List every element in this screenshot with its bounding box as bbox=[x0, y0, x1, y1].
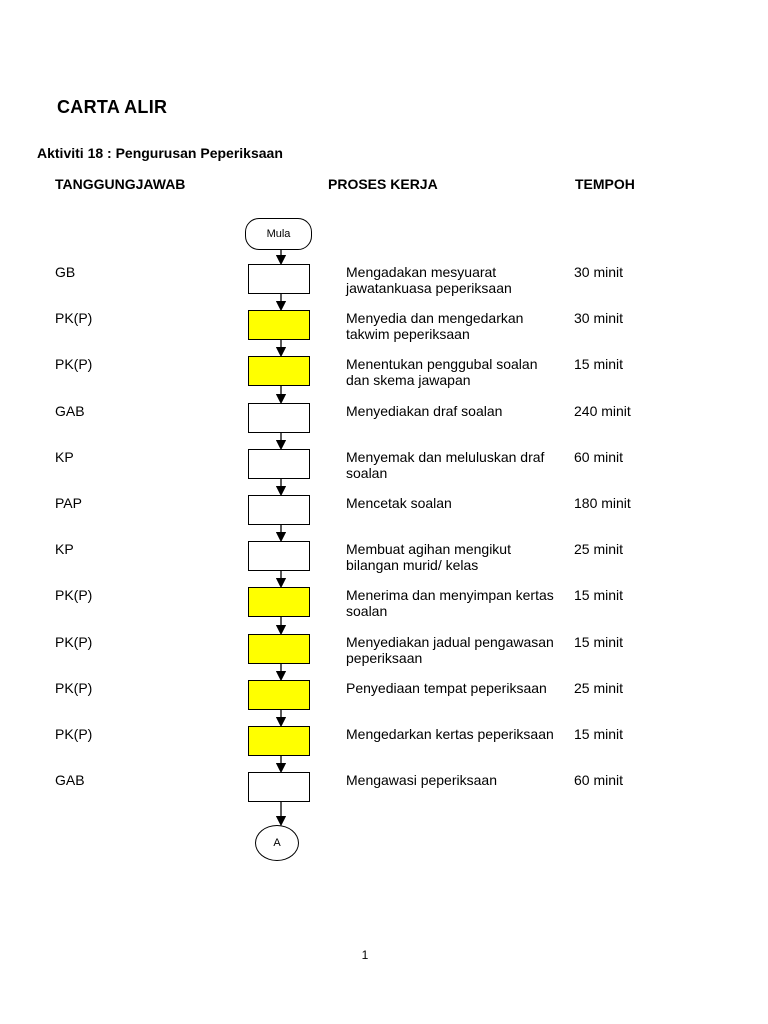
process-box bbox=[248, 680, 310, 710]
step-responsibility: GB bbox=[55, 264, 76, 280]
step-process: Penyediaan tempat peperiksaan bbox=[346, 680, 547, 696]
step-responsibility: KP bbox=[55, 449, 74, 465]
start-terminal bbox=[245, 218, 312, 250]
step-responsibility: GAB bbox=[55, 403, 85, 419]
step-duration: 60 minit bbox=[574, 449, 624, 465]
step-responsibility: PK(P) bbox=[55, 310, 93, 326]
process-box bbox=[248, 634, 310, 664]
step-responsibility: PK(P) bbox=[55, 726, 93, 742]
step-process: Menyemak dan meluluskan draf soalan bbox=[346, 449, 545, 481]
process-box bbox=[248, 726, 310, 756]
step-process: Mengawasi peperiksaan bbox=[346, 772, 497, 788]
process-box bbox=[248, 310, 310, 340]
process-box bbox=[248, 541, 310, 571]
process-box bbox=[248, 403, 310, 433]
step-duration: 15 minit bbox=[574, 587, 624, 603]
step-duration: 30 minit bbox=[574, 310, 624, 326]
process-box bbox=[248, 356, 310, 386]
page-title: CARTA ALIR bbox=[57, 97, 168, 117]
step-duration: 15 minit bbox=[574, 634, 624, 650]
step-process: Menentukan penggubal soalan dan skema jawapan bbox=[346, 356, 538, 388]
step-process: Menerima dan menyimpan kertas soalan bbox=[346, 587, 554, 619]
process-box bbox=[248, 449, 310, 479]
process-box bbox=[248, 264, 310, 294]
activity-subtitle: Aktiviti 18 : Pengurusan Peperiksaan bbox=[37, 145, 283, 161]
step-duration: 180 minit bbox=[574, 495, 631, 511]
process-box bbox=[248, 495, 310, 525]
start-label: Mula bbox=[266, 228, 291, 240]
step-process: Menyedia dan mengedarkan takwim peperiksaan bbox=[346, 310, 524, 342]
step-duration: 30 minit bbox=[574, 264, 624, 280]
step-responsibility: PK(P) bbox=[55, 587, 93, 603]
step-duration: 240 minit bbox=[574, 403, 631, 419]
header-duration: TEMPOH bbox=[575, 176, 635, 192]
step-responsibility: PK(P) bbox=[55, 634, 93, 650]
step-process: Mengedarkan kertas peperiksaan bbox=[346, 726, 554, 742]
step-responsibility: PK(P) bbox=[55, 680, 93, 696]
step-duration: 25 minit bbox=[574, 541, 624, 557]
step-duration: 25 minit bbox=[574, 680, 624, 696]
page-number: 1 bbox=[361, 948, 369, 962]
step-process: Menyediakan jadual pengawasan peperiksaan bbox=[346, 634, 554, 666]
step-process: Mencetak soalan bbox=[346, 495, 452, 511]
process-box bbox=[248, 772, 310, 802]
header-responsibility: TANGGUNGJAWAB bbox=[55, 176, 186, 192]
header-process: PROSES KERJA bbox=[328, 176, 438, 192]
step-responsibility: KP bbox=[55, 541, 74, 557]
step-responsibility: PK(P) bbox=[55, 356, 93, 372]
step-duration: 15 minit bbox=[574, 356, 624, 372]
step-duration: 15 minit bbox=[574, 726, 624, 742]
step-responsibility: GAB bbox=[55, 772, 85, 788]
step-process: Menyediakan draf soalan bbox=[346, 403, 503, 419]
step-process: Membuat agihan mengikut bilangan murid/ kelas bbox=[346, 541, 511, 573]
step-responsibility: PAP bbox=[55, 495, 82, 511]
end-connector-label: A bbox=[273, 837, 281, 849]
step-process: Mengadakan mesyuarat jawatankuasa peperiksaan bbox=[346, 264, 512, 296]
end-connector bbox=[255, 825, 299, 861]
process-box bbox=[248, 587, 310, 617]
step-duration: 60 minit bbox=[574, 772, 624, 788]
